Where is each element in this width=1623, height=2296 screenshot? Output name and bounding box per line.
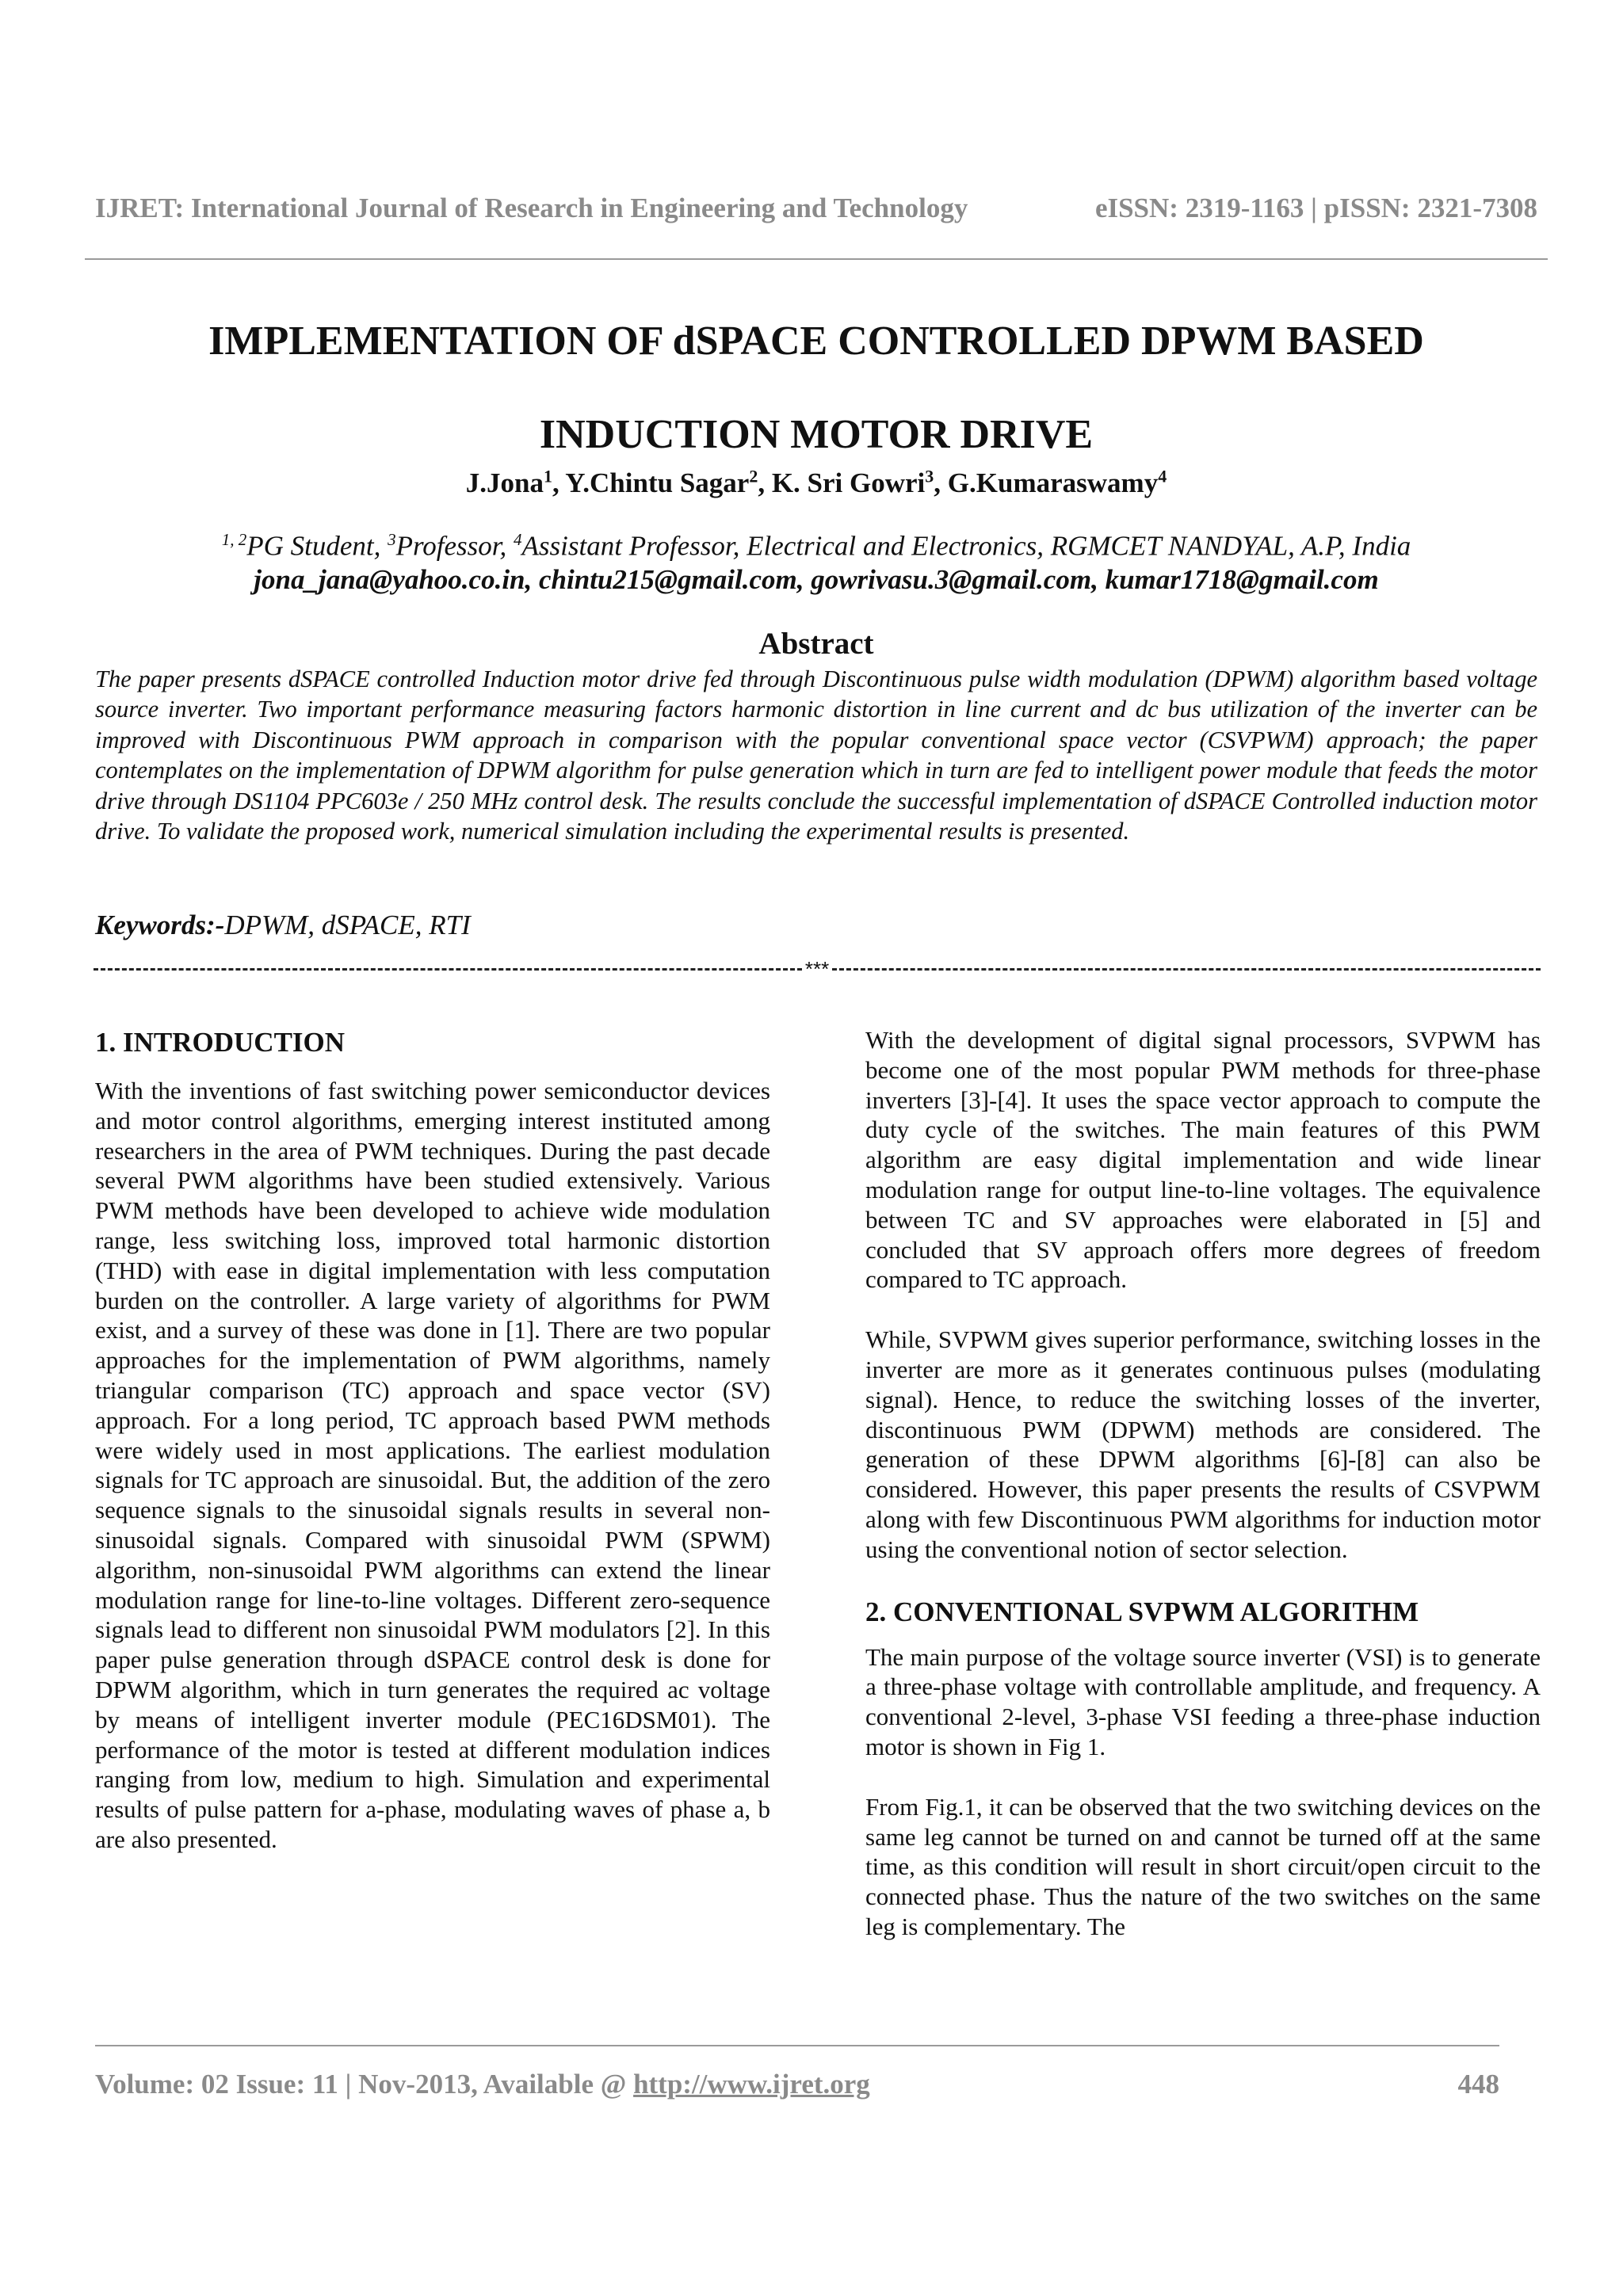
journal-name: IJRET: International Journal of Research in Engineering and Technology [95,193,968,223]
abstract-heading: Abstract [758,627,874,661]
page-number: 448 [1457,2069,1499,2100]
author-emails: jona_jana@yahoo.co.in, chintu215@gmail.com, gowrivasu.3@gmail.com, kumar1718@gmail.com [254,563,1379,595]
paper-title [95,295,1537,482]
left-column [95,1027,770,1855]
running-header [95,193,1537,224]
journal-link[interactable]: http://www.ijret.org [633,2069,870,2100]
title-line-1: IMPLEMENTATION OF dSPACE CONTROLLED DPWM BASED [208,318,1424,364]
section-separator [94,957,1541,982]
right-column [865,1025,1541,1942]
footer-rule [95,2045,1499,2046]
issn: eISSN: 2319-1163 | pISSN: 2321-7308 [1094,193,1537,223]
separator-stars: *** [804,957,830,981]
affiliation: $^{1, 2}$PG Student, $^3$Professor, $^4$Assistant Professor, Electrical and Electronics, RGMCET NANDYAL, A.P, India [221,530,1411,562]
right-paragraph-4: From Fig.1, it can be observed that the two switching devices on the same leg cannot be turned on and cannot be turned off at the same time, as this condition will result in short circuit/open circuit to the connected phase. Thus the nature of the two switches on the same leg is complementary. The [865,1792,1541,1940]
keywords [95,910,471,941]
affiliation-block [95,523,1537,597]
title-line-2: INDUCTION MOTOR DRIVE [539,412,1094,457]
separator-dash-right [832,968,1541,971]
keywords-value: DPWM, dSPACE, RTI [224,910,471,940]
header-rule [85,258,1548,260]
right-paragraph-1: With the development of digital signal processors, SVPWM has become one of the most popular PWM methods for three-phase inverters [3]-[4]. It uses the space vector approach to compute the duty cycle of the switches. The main features of this PWM algorithm are easy digital implementation and wide linear modulation range for output line-to-line voltages. The equivalence between TC and SV approaches were elaborated in [5] and concluded that SV approach offers more degrees of freedom compared to TC approach. [865,1026,1541,1294]
intro-paragraph: With the inventions of fast switching power semiconductor devices and motor control algorithms, emerging interest instituted among researchers in the area of PWM techniques. During the past decade several PWM algorithms have been studied extensively. Various PWM methods have been developed to achieve wide modulation range, less switching loss, improved total harmonic distortion (THD) with ease in digital implementation with less computation burden on the controller. A large variety of algorithms for PWM exist, and a survey of these was done in [1]. There are two popular approaches for the implementation of PWM algorithms, namely triangular comparison (TC) approach and space vector (SV) approach. For a long period, TC approach based PWM methods were widely used in most applications. The earliest modulation signals for TC approach are sinusoidal. But, the addition of the zero sequence signals to the sinusoidal signals results in several non-sinusoidal signals. Compared with sinusoidal PWM (SPWM) algorithm, non-sinusoidal PWM algorithms can extend the linear modulation range for line-to-line voltages. Different zero-sequence signals lead to different non sinusoidal PWM modulators [2]. In this paper pulse generation through dSPACE control desk is done for DPWM algorithm, which in turn generates the required ac voltage by means of intelligent inverter module (PEC16DSM01). The performance of the motor is tested at different modulation indices ranging from low, medium to high. Simulation and experimental results of pulse pattern for a-phase, modulating waves of phase a, b are also presented. [95,1077,770,1853]
separator-dash-left [94,968,802,971]
keywords-label: Keywords:- [95,910,225,940]
author-3: K. Sri Gowri$^3$, [771,466,948,498]
svpwm-heading: 2. CONVENTIONAL SVPWM ALGORITHM [865,1596,1419,1627]
footer-volume: Volume: 02 Issue: 11 | Nov-2013, Available @ http://www.ijret.org [95,2069,870,2100]
author-list [95,466,1537,499]
right-paragraph-3: The main purpose of the voltage source inverter (VSI) is to generate a three-phase voltage with controllable amplitude, and frequency. A conventional 2-level, 3-phase VSI feeding a three-phase induction motor is shown in Fig 1. [865,1642,1541,1760]
abstract-body: The paper presents dSPACE controlled Induction motor drive fed through Discontinuous pulse width modulation (DPWM) algorithm based voltage source inverter. Two important performance measuring factors harmonic distortion in line current and dc bus utilization of the inverter can be improved with Discontinuous PWM approach in comparison with the popular conventional space vector (CSVPWM) approach; the paper contemplates on the implementation of DPWM algorithm for pulse generation which in turn are fed to intelligent power module that feeds the motor drive through DS1104 PPC603e / 250 MHz control desk. The results conclude the successful implementation of dSPACE Controlled induction motor drive. To validate the proposed work, numerical simulation including the experimental results is presented. [95,666,1537,845]
page-footer [95,2069,1499,2100]
author-2: Y.Chintu Sagar$^2$, [565,466,772,498]
author-4: G.Kumaraswamy$^4$ [947,466,1167,498]
intro-heading: 1. INTRODUCTION [95,1027,346,1058]
right-paragraph-2: While, SVPWM gives superior performance, switching losses in the inverter are more as it generates continuous pulses (modulating signal). Hence, to reduce the switching losses of the inverter, discontinuous PWM (DPWM) methods are considered. The generation of these DPWM algorithms [6]-[8] can also be considered. However, this paper presents the results of CSVPWM along with few Discontinuous PWM algorithms for induction motor using the conventional notion of sector selection. [865,1325,1541,1563]
author-1: J.Jona$^1$, [465,466,566,498]
